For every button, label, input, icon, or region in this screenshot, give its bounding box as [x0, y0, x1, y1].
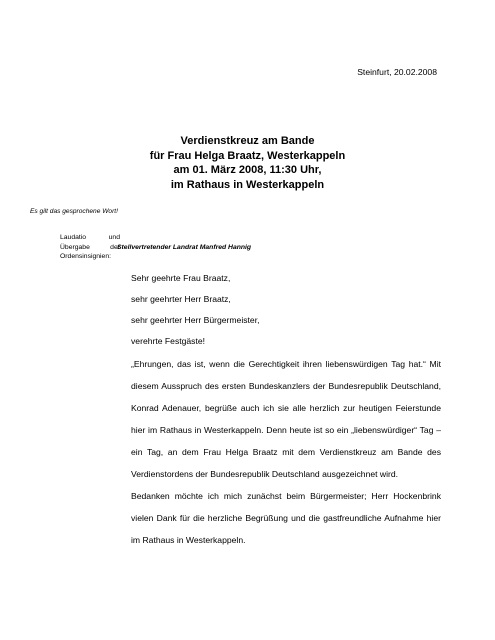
salutation [131, 268, 259, 352]
salutation-line: Sehr geehrte Frau Braatz, [131, 273, 231, 283]
salutation-line: sehr geehrter Herr Braatz, [131, 294, 231, 304]
salutation-line: verehrte Festgäste! [131, 336, 206, 346]
laudatio-label-row [60, 233, 120, 243]
laudatio-label-word: Übergabe [60, 243, 90, 251]
speech-paragraph: Bedanken möchte ich mich zunächst beim Bürgermeister; Herr Hockenbrink vielen Dank für die herzliche Begrüßung und die gastfreundliche Aufnahme hier im Rathaus in Westerkappeln. [131, 491, 441, 545]
laudatio-label-word: der [110, 243, 120, 251]
laudatio-label-row: Ordensinsignien: [60, 253, 112, 260]
speech-paragraph: „Ehrungen, das ist, wenn die Gerechtigkeit ihren liebenswürdigen Tag hat.“ Mit diesem Ausspruch des ersten Bundeskanzlers der Bundesrepublik Deutschland, Konrad Adenauer, begrüße auch ich sie alle herzlich zur heutigen Feierstunde hier im Rathaus in Westerkappeln. Denn heute ist so ein „liebenswürdiger“ Tag – ein Tag, an dem Frau Helga Braatz mit dem Verdienstkreuz am Bande des Verdienstordens der Bundesrepublik Deutschland ausgezeichnet wird. [131, 359, 441, 479]
document-date: Steinfurt, 20.02.2008 [357, 67, 437, 77]
title-line-3: am 01. März 2008, 11:30 Uhr, [173, 164, 322, 177]
title-line-2: für Frau Helga Braatz, Westerkappeln [149, 149, 346, 162]
laudatio-label-row [60, 243, 120, 253]
title-line-1: Verdienstkreuz am Bande [180, 135, 315, 147]
laudatio-label [60, 233, 120, 262]
speaker-name: Stellvertretender Landrat Manfred Hannig [117, 244, 252, 251]
title-line-4: im Rathaus in Westerkappeln [170, 178, 325, 191]
laudatio-label-word: und [108, 234, 120, 241]
document-title [0, 134, 495, 192]
spoken-word-disclaimer: Es gilt das gesprochene Wort! [30, 208, 118, 215]
laudatio-label-word: Laudatio [60, 234, 87, 241]
salutation-line: sehr geehrter Herr Bürgermeister, [131, 315, 260, 325]
